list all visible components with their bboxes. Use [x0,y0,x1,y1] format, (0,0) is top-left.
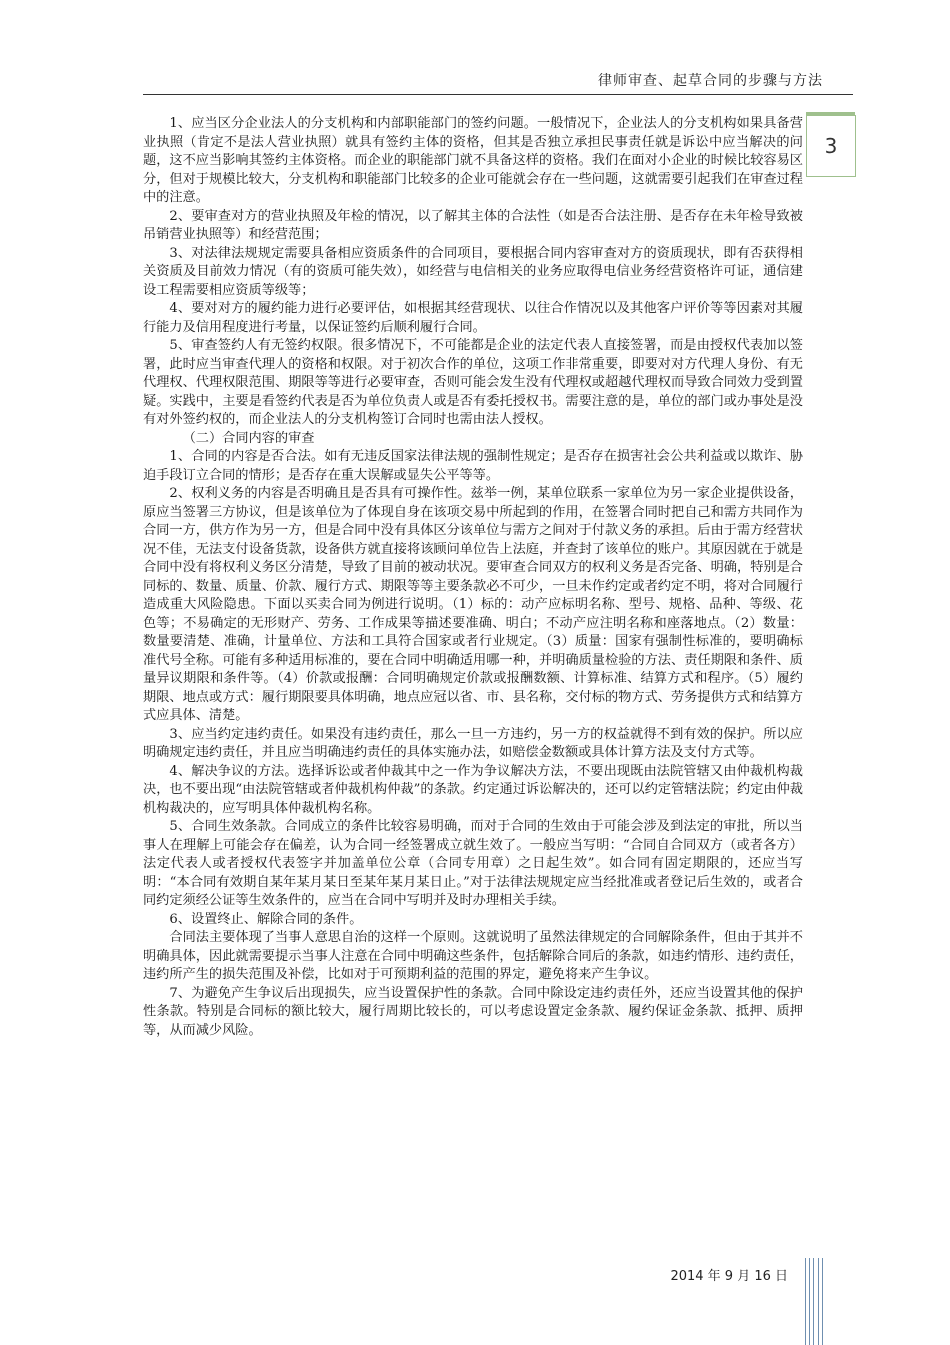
header-rule [143,94,853,95]
section-heading: （二）合同内容的审查 [182,430,315,446]
paragraph: 3、应当约定违约责任。如果没有违约责任，那么一旦一方违约，另一方的权益就得不到有效的保护。所以应明确规定违约责任，并且应当明确违约责任的具体实施办法，如赔偿金数额或具体计算方法及支付方式等。 [143,726,803,760]
footer-decoration [805,1258,825,1345]
paragraph: 4、要对对方的履约能力进行必要评估，如根据其经营现状、以往合作情况以及其他客户评价等等因素对其履行能力及信用程度进行考量，以保证签约后顺利履行合同。 [143,301,803,335]
paragraph: 1、应当区分企业法人的分支机构和内部职能部门的签约问题。一般情况下，企业法人的分支机构如果具备营业执照（肯定不是法人营业执照）就具有签约主体的资格，但其是否独立承担民事责任就是诉讼中应当解决的问题，这不应当影响其签约主体资格。而企业的职能部门就不具备这样的资格。我们在面对小企业的时候比较容易区分，但对于规模比较大，分支机构和职能部门比较多的企业可能就会存在一些问题，这就需要引起我们在审查过程中的注意。 [143,116,803,205]
paragraph: 合同法主要体现了当事人意思自治的这样一个原则。这就说明了虽然法律规定的合同解除条件，但由于其并不明确具体，因此就需要提示当事人注意在合同中明确这些条件，包括解除合同后的条款，如违约情形、违约责任，违约所产生的损失范围及补偿，比如对于可预期利益的范围的界定，避免将来产生争议。 [143,930,803,982]
paragraph: 2、权利义务的内容是否明确且是否具有可操作性。兹举一例，某单位联系一家单位为另一家企业提供设备，原应当签署三方协议，但是该单位为了体现自身在该项交易中所起到的作用，在签署合同时把自己和需方共同作为合同一方，供方作为另一方，但是合同中没有具体区分该单位与需方之间对于付款义务的承担。后由于需方经营状况不佳，无法支付设备货款，设备供方就直接将该顾问单位告上法庭，并查封了该单位的账户。其原因就在于就是合同中没有将权利义务区分清楚，导致了目前的被动状况。要审查合同双方的权利义务是否完备、明确，特别是合同标的、数量、质量、价款、履行方式、期限等等主要条款必不可少，一旦未作约定或者约定不明，将对合同履行造成重大风险隐患。下面以买卖合同为例进行说明。（1）标的：动产应标明名称、型号、规格、品种、等级、花色等；不易确定的无形财产、劳务、工作成果等描述要准确、明白；不动产应注明名称和座落地点。（2）数量：数量要清楚、准确，计量单位、方法和工具符合国家或者行业规定。（3）质量：国家有强制性标准的，要明确标准代号全称。可能有多种适用标准的，要在合同中明确适用哪一种，并明确质量检验的方法、责任期限和条件、质量异议期限和条件等。（4）价款或报酬：合同明确规定价款或报酬数额、计算标准、结算方式和程序。（5）履约期限、地点或方式：履行期限要具体明确，地点应冠以省、市、县名称，交付标的物方式、劳务提供方式和结算方式应具体、清楚。 [143,486,803,723]
document-body [143,115,803,1040]
paragraph: 1、合同的内容是否合法。如有无违反国家法律法规的强制性规定；是否存在损害社会公共利益或以欺诈、胁迫手段订立合同的情形；是否存在重大误解或显失公平等等。 [143,449,803,483]
paragraph: 5、合同生效条款。合同成立的条件比较容易明确，而对于合同的生效由于可能会涉及到法定的审批，所以当事人在理解上可能会存在偏差，认为合同一经签署成立就生效了。一般应当写明：“合同自合同双方（或者各方）法定代表人或者授权代表签字并加盖单位公章（合同专用章）之日起生效”。如合同有固定期限的，还应当写明：“本合同有效期自某年某月某日至某年某月某日止。”对于法律法规规定应当经批准或者登记后生效的，或者合同约定须经公证等生效条件的，应当在合同中写明并及时办理相关手续。 [143,819,803,908]
paragraph: 3、对法律法规规定需要具备相应资质条件的合同项目，要根据合同内容审查对方的资质现状，即有否获得相关资质及目前效力情况（有的资质可能失效），如经营与电信相关的业务应取得电信业务经营资格许可证，通信建设工程需要相应资质等级等； [143,245,803,298]
paragraph: 7、为避免产生争议后出现损失，应当设置保护性的条款。合同中除设定违约责任外，还应当设置其他的保护性条款。特别是合同标的额比较大，履行周期比较长的，可以考虑设置定金条款、履约保证金条款、抵押、质押等，从而减少风险。 [143,985,803,1038]
paragraph: 6、设置终止、解除合同的条件。 [169,911,363,927]
paragraph: 4、解决争议的方法。选择诉讼或者仲裁其中之一作为争议解决方法，不要出现既由法院管辖又由仲裁机构裁决，也不要出现“由法院管辖或者仲裁机构仲裁”的条款。约定通过诉讼解决的，还可以约定管辖法院；约定由仲裁机构裁决的，应写明具体仲裁机构名称。 [143,763,803,816]
page-number: 3 [806,115,856,177]
paragraph: 2、要审查对方的营业执照及年检的情况，以了解其主体的合法性（如是否合法注册、是否存在未年检导致被吊销营业执照等）和经营范围； [143,208,803,242]
paragraph: 5、审查签约人有无签约权限。很多情况下，不可能都是企业的法定代表人直接签署，而是由授权代表加以签署，此时应当审查代理人的资格和权限。对于初次合作的单位，这项工作非常重要，即要对对方代理人身份、有无代理权、代理权限范围、期限等等进行必要审查，否则可能会发生没有代理权或超越代理权而导致合同效力受到置疑。实践中，主要是看签约代表是否为单位负责人或是否有委托授权书。需要注意的是，单位的部门或办事处是没有对外签约权的，而企业法人的分支机构签订合同时也需由法人授权。 [143,338,803,427]
footer-date: 2014 年 9 月 16 日 [670,1269,788,1284]
header-title: 律师审查、起草合同的步骤与方法 [598,73,823,89]
